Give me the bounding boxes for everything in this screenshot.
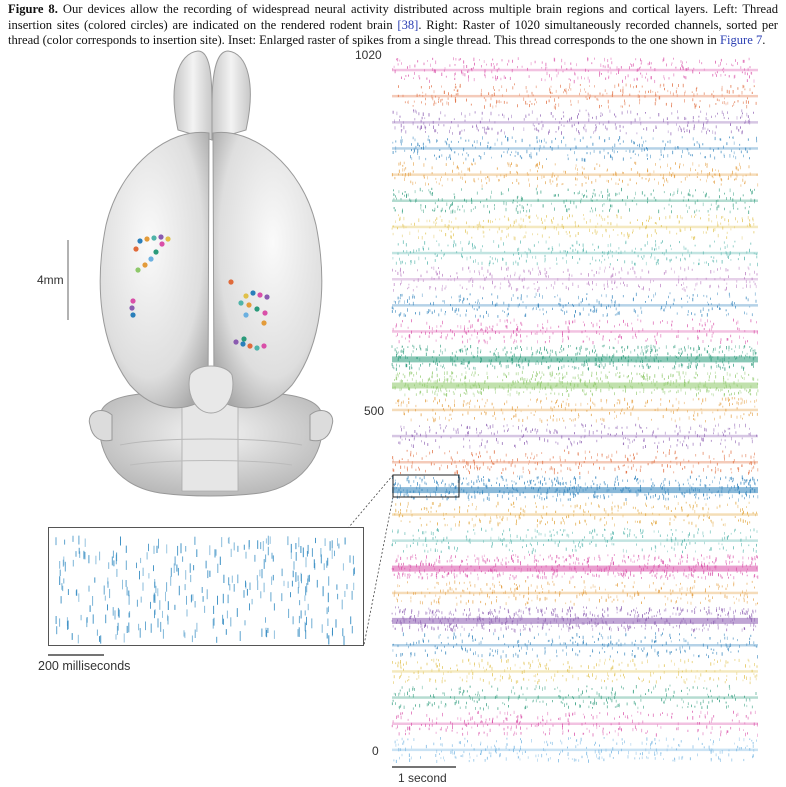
raster-band	[392, 226, 758, 229]
raster-band	[392, 409, 758, 412]
raster-y-bottom-label: 0	[372, 744, 379, 758]
site-dot	[165, 236, 170, 241]
site-dot	[133, 246, 138, 251]
site-dot	[142, 262, 147, 267]
site-dot	[257, 292, 262, 297]
brain-scale-label: 4mm	[37, 273, 64, 287]
site-dot	[254, 306, 259, 311]
site-dot	[247, 343, 252, 348]
site-dot	[238, 300, 243, 305]
caption-text-1: Our devices allow the recording of widespread neural activity distributed across multiple brain regions and cortical layers. Left: Thread insertion sites (colored circles) are indicated on the rendered rodent brain	[8, 2, 778, 32]
raster-band	[392, 69, 758, 72]
caption-text-3: .	[762, 33, 766, 47]
figure-caption	[8, 2, 778, 49]
raster-y-top-label: 1020	[355, 48, 382, 62]
raster-band	[392, 173, 758, 176]
raster-band	[392, 461, 758, 464]
figure-7-link[interactable]: Figure 7	[719, 33, 763, 47]
site-dot	[130, 298, 135, 303]
site-dot	[148, 256, 153, 261]
raster-band	[392, 252, 758, 255]
rodent-brain-render	[60, 45, 350, 505]
raster-y-mid-label: 500	[364, 404, 385, 418]
raster-band	[392, 356, 758, 362]
spike-raster	[390, 55, 760, 765]
caption-text-2: . Right: Raster of 1020 simultaneously recorded channels, sorted per thread (color corresponds to insertion site). Inset: Enlarged raster of spikes from a single thread. This thread corresponds to the one shown in	[8, 17, 778, 47]
raster-band	[392, 304, 758, 307]
site-dot	[129, 305, 134, 310]
raster-band	[392, 278, 758, 281]
site-dot	[130, 312, 135, 317]
site-dot	[261, 343, 266, 348]
raster-band	[392, 435, 758, 438]
cerebral-hemispheres	[100, 132, 322, 413]
site-dot	[137, 238, 142, 243]
site-dot	[159, 241, 164, 246]
site-dot	[261, 320, 266, 325]
raster-band	[392, 95, 758, 98]
site-dot	[144, 236, 149, 241]
raster-marks	[392, 57, 758, 763]
site-dot	[153, 249, 158, 254]
site-dot	[250, 290, 255, 295]
raster-band	[392, 121, 758, 124]
site-dot	[262, 310, 267, 315]
site-dot	[243, 312, 248, 317]
olfactory-bulbs	[174, 51, 250, 140]
site-dot	[243, 293, 248, 298]
citation-link-38[interactable]: [38]	[397, 17, 419, 32]
site-dot	[241, 336, 246, 341]
site-dot	[240, 341, 245, 346]
site-dot	[246, 302, 251, 307]
site-dot	[228, 279, 233, 284]
site-dot	[233, 339, 238, 344]
raster-band	[392, 200, 758, 203]
site-dot	[254, 345, 259, 350]
figure-label: Figure 8.	[8, 2, 58, 16]
site-dot	[135, 267, 140, 272]
raster-band	[392, 383, 758, 389]
site-dot	[158, 234, 163, 239]
site-dot	[264, 294, 269, 299]
site-dot	[151, 235, 156, 240]
raster-band	[392, 147, 758, 150]
raster-band	[392, 330, 758, 333]
